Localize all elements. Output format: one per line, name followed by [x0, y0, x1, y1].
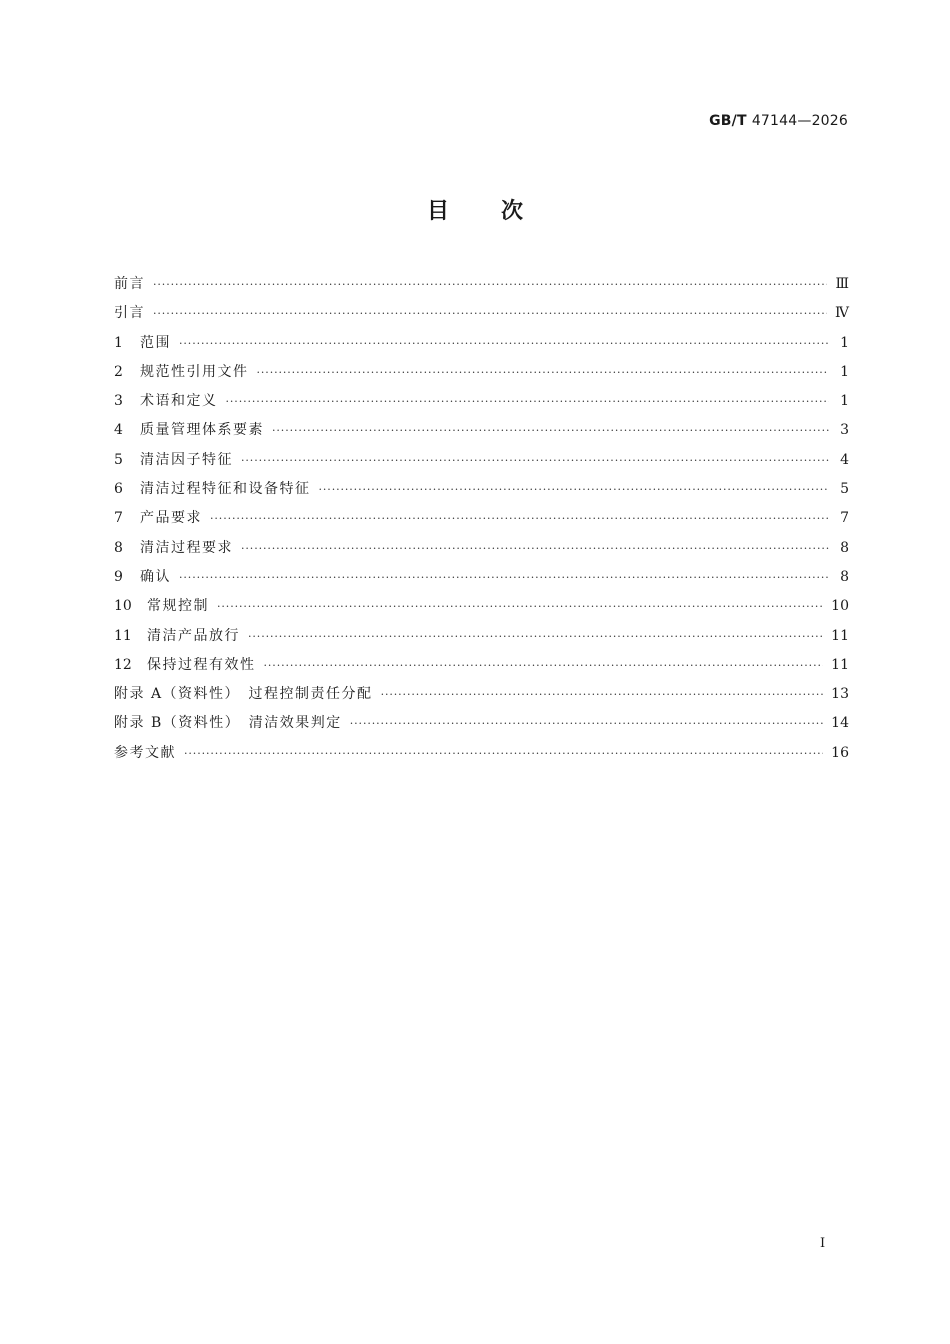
toc-leader-dots	[381, 680, 824, 709]
toc-entry-number: 4	[114, 422, 123, 439]
toc-entry-8[interactable]	[114, 534, 849, 563]
toc-entry-page: 7	[840, 510, 849, 527]
standard-code	[709, 113, 848, 129]
toc-entry-number: 12	[114, 656, 132, 673]
toc-entry-7[interactable]	[114, 504, 849, 533]
toc-leader-dots	[179, 563, 829, 592]
toc-entry-2[interactable]	[114, 358, 849, 387]
toc-entry-page: Ⅳ	[835, 305, 849, 322]
page-number: I	[820, 1236, 826, 1251]
toc-entry-page: 3	[840, 422, 849, 439]
toc-entry-number: 5	[114, 451, 123, 468]
toc-leader-dots	[272, 416, 829, 445]
toc-entry-6[interactable]	[114, 475, 849, 504]
toc-entry-annex-a[interactable]	[114, 680, 849, 709]
page-title: 目次	[426, 199, 575, 224]
toc-leader-dots	[248, 622, 823, 651]
toc-entry-page: 11	[831, 656, 849, 673]
toc-entry-label: 前言	[114, 276, 145, 292]
toc-leader-dots	[217, 592, 823, 621]
standard-number: 47144—2026	[751, 113, 848, 129]
toc-entry-page: 1	[840, 393, 849, 410]
toc-entry-page: 8	[840, 568, 849, 585]
toc-entry-label: 附录 A（资料性） 过程控制责任分配	[114, 686, 373, 703]
toc-entry-page: Ⅲ	[835, 276, 849, 292]
toc-entry-number: 9	[114, 568, 123, 585]
toc-entry-number: 1	[114, 334, 123, 351]
toc-entry-page: 4	[840, 451, 849, 468]
toc-entry-label: 附录 B（资料性） 清洁效果判定	[114, 715, 342, 732]
toc-entry-foreword[interactable]	[114, 270, 849, 299]
toc-entry-label: 常规控制	[147, 598, 209, 615]
toc-entry-label: 清洁因子特征	[140, 451, 233, 468]
toc-entry-3[interactable]	[114, 387, 849, 416]
standard-prefix: GB/T	[709, 113, 747, 129]
toc-entry-page: 14	[831, 715, 849, 732]
toc-entry-page: 5	[840, 481, 849, 498]
toc-entry-10[interactable]	[114, 592, 849, 621]
toc-entry-label: 范围	[140, 334, 171, 351]
toc-entry-introduction[interactable]	[114, 299, 849, 328]
toc-entry-number: 3	[114, 393, 123, 410]
toc-entry-label: 规范性引用文件	[140, 363, 249, 380]
toc-entry-page: 1	[840, 363, 849, 380]
toc-leader-dots	[319, 475, 830, 504]
toc-entry-label: 引言	[114, 305, 145, 322]
toc-entry-page: 13	[831, 686, 849, 703]
toc-entry-label: 清洁产品放行	[147, 627, 240, 644]
toc-entry-label: 产品要求	[140, 510, 202, 527]
toc-entry-page: 1	[840, 334, 849, 351]
toc-entry-11[interactable]	[114, 622, 849, 651]
toc-entry-number: 6	[114, 481, 123, 498]
toc-entry-9[interactable]	[114, 563, 849, 592]
toc-entry-number: 10	[114, 598, 132, 615]
toc-entry-label: 清洁过程特征和设备特征	[140, 481, 311, 498]
toc-entry-number: 8	[114, 539, 123, 556]
toc-leader-dots	[210, 504, 829, 533]
toc-entry-page: 8	[840, 539, 849, 556]
toc-leader-dots	[153, 299, 827, 328]
toc-entry-label: 术语和定义	[140, 393, 218, 410]
toc-entry-5[interactable]	[114, 446, 849, 475]
toc-leader-dots	[226, 387, 830, 416]
toc-entry-label: 清洁过程要求	[140, 539, 233, 556]
toc-leader-dots	[241, 446, 829, 475]
toc-entry-label: 确认	[140, 568, 171, 585]
toc-entry-page: 16	[831, 744, 849, 761]
toc-leader-dots	[153, 270, 827, 299]
toc-leader-dots	[257, 358, 830, 387]
toc-leader-dots	[350, 709, 823, 738]
toc-entry-page: 10	[831, 598, 849, 615]
toc-entry-annex-b[interactable]	[114, 709, 849, 738]
toc-entry-page: 11	[831, 627, 849, 644]
toc-entry-label: 参考文献	[114, 744, 176, 761]
toc-leader-dots	[184, 739, 823, 768]
toc-leader-dots	[264, 651, 824, 680]
toc-leader-dots	[179, 329, 829, 358]
toc-entry-number: 11	[114, 627, 132, 644]
toc-entry-number: 7	[114, 510, 123, 527]
toc-entry-12[interactable]	[114, 651, 849, 680]
table-of-contents	[114, 270, 849, 768]
toc-entry-number: 2	[114, 363, 123, 380]
toc-entry-1[interactable]	[114, 329, 849, 358]
toc-leader-dots	[241, 534, 829, 563]
toc-entry-bibliography[interactable]	[114, 739, 849, 768]
toc-entry-label: 质量管理体系要素	[140, 422, 264, 439]
toc-entry-label: 保持过程有效性	[147, 656, 256, 673]
toc-entry-4[interactable]	[114, 416, 849, 445]
